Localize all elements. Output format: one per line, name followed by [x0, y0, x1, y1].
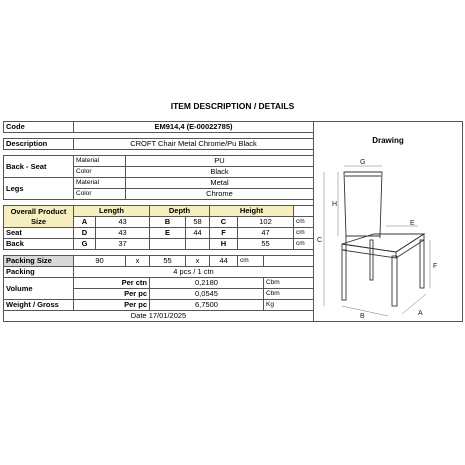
- document-title: ITEM DESCRIPTION / DETAILS: [170, 101, 295, 111]
- back-label: Back: [4, 239, 74, 250]
- overall-length: 43: [96, 217, 150, 228]
- drawing-label: Drawing: [372, 136, 404, 145]
- back-unit: cm: [294, 239, 314, 250]
- packing-depth: 55: [150, 256, 186, 267]
- code-label: Code: [4, 122, 74, 133]
- legs-color-value: Chrome: [126, 189, 314, 200]
- legs-material-value: Metal: [126, 178, 314, 189]
- packing-size-label: Packing Size: [4, 256, 74, 267]
- volume-per-ctn-label: Per ctn: [74, 278, 150, 289]
- overall-unit: cm: [294, 217, 314, 228]
- length-header: Length: [74, 206, 150, 217]
- volume-label: Volume: [4, 278, 74, 300]
- back-length: 37: [96, 239, 150, 250]
- drawing-cell: [314, 122, 463, 322]
- code-value: EM914,4 (E-00022785): [74, 122, 314, 133]
- volume-per-ctn-unit: Cbm: [264, 278, 314, 289]
- dim-label-e: E: [410, 220, 415, 227]
- dim-label-b: B: [360, 313, 365, 320]
- volume-per-pc-value: 0,0545: [150, 289, 264, 300]
- dim-key-f: F: [210, 228, 238, 239]
- overall-size-label: Overall Product Size: [4, 206, 74, 228]
- weight-per-pc-label: Per pc: [74, 300, 150, 311]
- dim-key-a: A: [74, 217, 96, 228]
- description-value: CROFT Chair Metal Chrome/Pu Black: [74, 139, 314, 150]
- packing-value: 4 pcs / 1 ctn: [74, 267, 314, 278]
- packing-length: 90: [74, 256, 126, 267]
- depth-header: Depth: [150, 206, 210, 217]
- legs-color-label: Color: [74, 189, 126, 200]
- back-seat-color-value: Black: [126, 167, 314, 178]
- packing-x-1: x: [126, 256, 150, 267]
- dim-key-e: E: [150, 228, 186, 239]
- code-row: [4, 122, 463, 133]
- chair-leg: [420, 240, 424, 288]
- date-text: Date 17/01/2025: [4, 311, 314, 322]
- overall-height: 102: [238, 217, 294, 228]
- chair-seat: [342, 234, 424, 252]
- packing-height: 44: [210, 256, 238, 267]
- dim-label-g: G: [360, 159, 366, 166]
- dim-key-d: D: [74, 228, 96, 239]
- weight-label: Weight / Gross: [4, 300, 74, 311]
- dim-key-h: H: [210, 239, 238, 250]
- packing-x-2: x: [186, 256, 210, 267]
- volume-per-pc-label: Per pc: [74, 289, 150, 300]
- dim-key-g: G: [74, 239, 96, 250]
- back-height: 55: [238, 239, 294, 250]
- dim-label-a: A: [418, 310, 423, 317]
- dim-label-f: F: [433, 263, 438, 270]
- back-seat-label: Back - Seat: [4, 156, 74, 178]
- spec-table: [3, 121, 463, 322]
- seat-unit: cm: [294, 228, 314, 239]
- seat-label: Seat: [4, 228, 74, 239]
- packing-label: Packing: [4, 267, 74, 278]
- height-header: Height: [210, 206, 294, 217]
- seat-depth: 44: [186, 228, 210, 239]
- back-seat-material-label: Material: [74, 156, 126, 167]
- dim-label-c: C: [317, 237, 323, 244]
- seat-height: 47: [238, 228, 294, 239]
- chair-leg: [392, 256, 397, 306]
- chair-leg: [370, 240, 373, 280]
- chair-drawing: [314, 156, 463, 322]
- packing-unit: cm: [238, 256, 264, 267]
- seat-length: 43: [96, 228, 150, 239]
- chair-leg: [342, 250, 346, 300]
- legs-material-label: Material: [74, 178, 126, 189]
- chair-backrest: [344, 172, 382, 236]
- overall-depth: 58: [186, 217, 210, 228]
- volume-per-ctn-value: 0,2180: [150, 278, 264, 289]
- dim-key-c: C: [210, 217, 238, 228]
- back-seat-color-label: Color: [74, 167, 126, 178]
- dim-label-h: H: [332, 201, 338, 208]
- weight-unit: Kg: [264, 300, 314, 311]
- volume-per-pc-unit: Cbm: [264, 289, 314, 300]
- legs-label: Legs: [4, 178, 74, 200]
- back-seat-material-value: PU: [126, 156, 314, 167]
- description-label: Description: [4, 139, 74, 150]
- weight-per-pc-value: 6,7500: [150, 300, 264, 311]
- dim-key-b: B: [150, 217, 186, 228]
